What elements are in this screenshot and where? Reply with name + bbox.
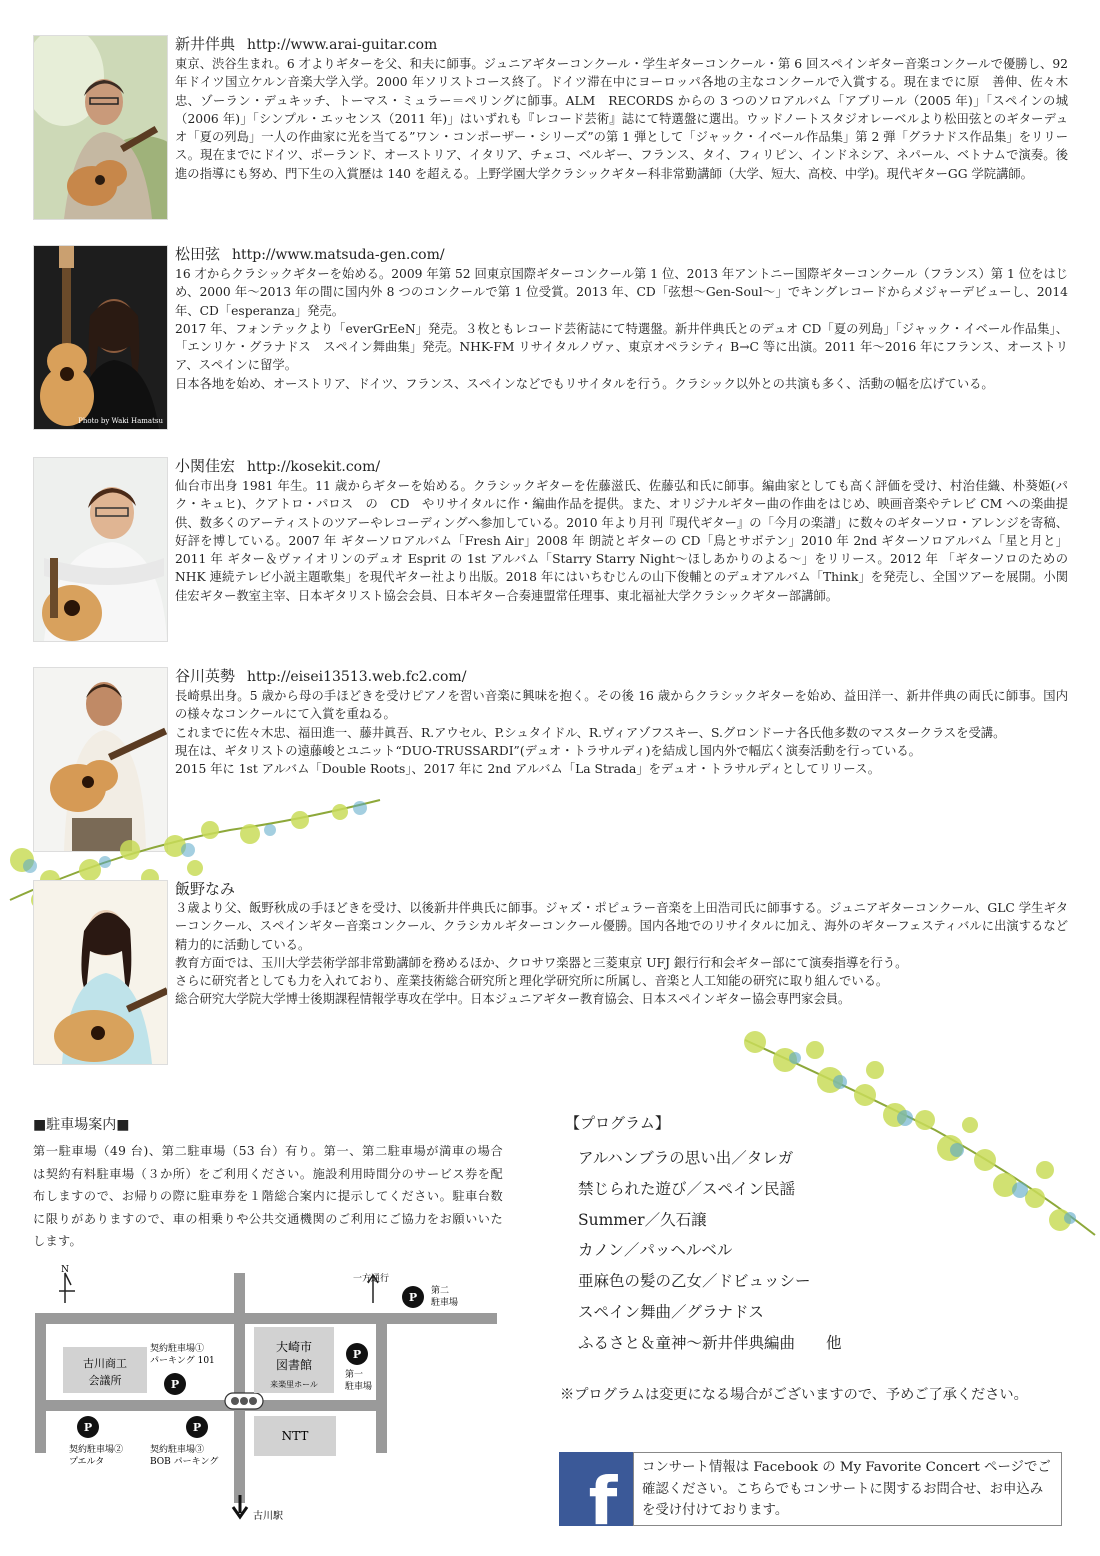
photo-koseki [33, 457, 168, 642]
svg-text:P: P [408, 1291, 418, 1304]
bio-text [175, 245, 1068, 393]
one-way-arrow-icon [368, 1275, 378, 1303]
svg-text:古川商工: 古川商工 [83, 1357, 127, 1370]
bio-text [175, 667, 1068, 778]
photo-credit: Photo by Waki Hamatsu [78, 417, 163, 425]
bio-paragraph: 現在は、ギタリストの遠藤峻とユニット“DUO-TRUSSARDI”(デュオ・トラサルディ)を結成し国内外で幅広く演奏活動を行っている。 [175, 743, 921, 758]
bio-paragraph: さらに研究者としても力を入れており、産業技術総合研究所と理化学研究所に所属し、音楽と人工知能の研究に取り組んでいる。 [175, 974, 889, 989]
bio-paragraph: 2017 年、フォンテックより「everGrEeN」発売。３枚ともレコード芸術誌にて特選盤。新井伴典氏とのデュオ CD「夏の列島」「ジャック・イベール作品集」、「エンリケ・グラナドス スペイン舞曲集」発売。NHK-FM リサイタルノヴァ、東京オペラシティ B→C 等に出演。2011 年〜2016 年にフランス、オーストリア、スペインに留学。 [175, 321, 1068, 373]
svg-text:f: f [588, 1463, 618, 1526]
contract3-label: 契約駐車場③ [150, 1445, 205, 1455]
bio-arai [0, 35, 1100, 220]
svg-text:NTT: NTT [281, 1429, 309, 1443]
bio-url[interactable]: http://www.arai-guitar.com [247, 37, 438, 53]
photo-iino [33, 880, 168, 1065]
program-item: 亜麻色の髪の乙女／ドビュッシー [578, 1272, 811, 1291]
road [35, 1313, 46, 1453]
program-item: カノン／パッヘルベル [578, 1241, 733, 1260]
svg-text:P: P [352, 1348, 362, 1361]
bio-paragraph: 日本各地を始め、オーストリア、ドイツ、フランス、スペインなどでもリサイタルを行う。クラシック以外との共演も多く、活動の幅を広げている。 [175, 376, 994, 391]
road [35, 1313, 497, 1324]
svg-text:大崎市: 大崎市 [275, 1340, 313, 1354]
bio-paragraph: 東京、渋谷生まれ。6 才よりギターを父、和夫に師事。ジュニアギターコンクール・学生ギターコンクール・第 6 回スペインギター音楽コンクールで優勝し、92 年ドイツ国立ケルン音楽大学入学。2000 年ソリストコース終了。ドイツ滞在中にヨーロッパ各地の主なコンクールで入賞する。現在までに原 善伸、佐々木 忠、ゾーラン・デュキッチ、トーマス・ミュラー＝ペリングに師事。ALM RECORDS からの 3 つのソロアルバム「アブリール（2005 年)」「スペインの城（2006 年)」「シンプル・エッセンス（2011 年)」はいずれも『レコード芸術』誌にて特選盤に選出。ウッドノートスタジオレーベルより松田弦とのギターデュオ「夏の列島」一人の作曲家に光を当てる”ワン・コンポーザー・シリーズ”の第 1 弾として「ジャック・イベール作品集」第 2 弾「グラナドス作品集」をリリース。現在までにドイツ、ポーランド、オーストリア、イタリア、チェコ、ベルギー、フランス、タイ、フィリピン、インドネシア、ネパール、ベトナムで演奏。後進の指導にも努め、門下生の入賞歴は 140 を超える。上野学園大学クラシックギター科非常勤講師（大学、短大、高校、中学)。現代ギターGG 学院講師。 [175, 57, 1068, 181]
north-label: N [61, 1265, 69, 1275]
parking-heading: ■駐車場案内■ [33, 1117, 130, 1133]
program-list [565, 1143, 1045, 1359]
program-item: スペイン舞曲／グラナドス [578, 1302, 764, 1321]
bio-paragraph: 教育方面では、玉川大学芸術学部非常勤講師を務めるほか、クロサワ楽器と三菱東京 UFJ 銀行行和会ギター部にて演奏指導を行う。 [175, 955, 908, 970]
bio-url[interactable]: http://eisei13513.web.fc2.com/ [247, 669, 467, 685]
contract1-label: 契約駐車場① [150, 1344, 205, 1354]
contract3-label: BOB パーキング [150, 1457, 219, 1467]
program-item: 禁じられた遊び／スペイン民謡 [578, 1179, 796, 1198]
station-label: 古川駅 [253, 1511, 283, 1522]
lot2-label: 第二 [431, 1286, 450, 1296]
lot1-label: 駐車場 [345, 1382, 373, 1392]
program-section [565, 1112, 1045, 1359]
bio-paragraph: 2015 年に 1st アルバム「Double Roots」、2017 年に 2nd アルバム「La Strada」をデュオ・トラサルディとしてリリース。 [175, 762, 881, 777]
bio-text [175, 35, 1068, 183]
program-heading: 【プログラム】 [565, 1114, 670, 1132]
bio-matsuda [0, 245, 1100, 430]
svg-text:会議所: 会議所 [88, 1374, 122, 1387]
parking-section [33, 1114, 503, 1253]
bio-paragraph: ３歳より父、飯野秋成の手ほどきを受け、以後新井伴典氏に師事。ジャズ・ポピュラー音楽を上田浩司氏に師事する。ジュニアギターコンクール、GLC 学生ギターコンクール、スペインギター音楽コンクール、クラシカルギターコンクール優勝。国内各地でのリサイタルに加え、海外のギターフェスティバルに出演するなど精力的に活動している。 [175, 901, 1068, 952]
svg-text:P: P [192, 1421, 202, 1434]
facebook-text: コンサート情報は Facebook の My Favorite Concert ページでご確認ください。こちらでもコンサートに関するお問合せ、お申込みを受け付けております。 [642, 1460, 1051, 1518]
facebook-icon[interactable] [559, 1452, 633, 1526]
bio-paragraph: これまでに佐々木忠、福田進一、藤井眞吾、R.アウセル、P.シュタイドル、R.ヴィアゾフスキー、S.グロンドーナ各氏他多数のマスタークラスを受講。 [175, 725, 1006, 740]
bio-name: 小関佳宏 [175, 457, 236, 475]
svg-text:図書館: 図書館 [275, 1358, 313, 1372]
bio-paragraph: 総合研究大学院大学博士後期課程情報学専攻在学中。日本ジュニアギター教育協会、日本スペインギター協会専門家会員。 [175, 992, 851, 1007]
svg-text:P: P [170, 1378, 180, 1391]
bio-name: 飯野なみ [175, 880, 236, 898]
program-note: ※プログラムは変更になる場合がございますので、予めご了承ください。 [560, 1387, 1028, 1403]
parking-text: 第一駐車場（49 台)、第二駐車場（53 台）有り。第一、第二駐車場が満車の場合は契約有料駐車場（３か所）をご利用ください。施設利用時間分のサービス券を配布しますので、お帰りの際に駐車券を１階総合案内に提示してください。駐車台数に限りがありますので、車の相乗りや公共交通機関のご利用にご協力をお願いいたします。 [33, 1144, 503, 1248]
contract1-label: パーキング 101 [150, 1356, 215, 1366]
svg-text:P: P [83, 1421, 93, 1434]
program-item: ふるさと＆童神〜新井伴典編曲 他 [578, 1333, 842, 1352]
road [234, 1273, 245, 1503]
bio-koseki [0, 457, 1100, 642]
bio-url[interactable]: http://kosekit.com/ [247, 459, 381, 475]
bio-name: 谷川英勢 [175, 667, 236, 685]
road [376, 1313, 387, 1453]
lot1-label: 第一 [345, 1370, 364, 1380]
bio-paragraph: 16 才からクラシックギターを始める。2009 年第 52 回東京国際ギターコンクール第 1 位、2013 年アントニー国際ギターコンクール（フランス）第 1 位をはじめ、2000 年〜2013 年の間に国内外 8 つのコンクールで第 1 位受賞。2013 年、CD「弦想〜Gen-Soul〜」でキングレコードからメジャーデビューし、2014 年、CD「esperanza」発売。 [175, 267, 1068, 318]
svg-text:来楽里ホール: 来楽里ホール [270, 1380, 318, 1389]
photo-arai [33, 35, 168, 220]
bio-text [175, 457, 1068, 605]
one-way-label: 一方通行 [353, 1274, 390, 1284]
contract2-label: プエルタ [69, 1457, 105, 1467]
bio-paragraph: 仙台市出身 1981 年生。11 歳からギターを始める。クラシックギターを佐藤滋氏、佐藤弘和氏に師事。編曲家としても高く評価を受け、村治佳織、朴葵姫(パク・キュヒ)、クアトロ・パロス の CD やリサイタルに作・編曲作品を提供。また、オリジナルギター曲の作曲をはじめ、映画音楽やテレビ CM への楽曲提供、数多くのアーティストのツアーやレコーディングへ参加している。2010 年より月刊『現代ギター』の「今月の楽譜」に数々のギターソロ・アレンジを寄稿、好評を博している。2007 年 ギターソロアルバム「Fresh Air」2008 年 朗読とギターの CD「鳥とサボテン」2010 年 2nd ギターソロアルバム「星と月と」2011 年 ギター＆ヴァイオリンのデュオ Esprit の 1st アルバム「Starry Starry Night〜ほしあかりのよる〜」をリリース。2012 年 「ギターソロのための NHK 連続テレビ小説主題歌集」を現代ギター社より出版。2018 年にはいちむじんの山下俊輔とのデュオアルバム「Think」を発売し、全国ツアーを展開。小関佳宏ギター教室主宰、日本ギタリスト協会会員、日本ギター合奏連盟常任理事、東北福祉大学クラシックギター部講師。 [175, 479, 1068, 603]
contract2-label: 契約駐車場② [69, 1445, 124, 1455]
facebook-text-box [633, 1452, 1062, 1526]
bio-text [175, 880, 1068, 1009]
lot2-label: 駐車場 [431, 1298, 459, 1308]
program-item: Summer／久石譲 [578, 1210, 707, 1229]
north-arrow-icon [65, 1273, 71, 1303]
facebook-info [559, 1452, 1062, 1526]
access-map [35, 1263, 505, 1525]
road [35, 1400, 387, 1411]
program-item: アルハンブラの思い出／タレガ [578, 1149, 794, 1167]
bio-url[interactable]: http://www.matsuda-gen.com/ [232, 247, 445, 263]
bio-name: 松田弦 [175, 245, 221, 263]
photo-matsuda [33, 245, 168, 430]
bio-name: 新井伴典 [175, 35, 236, 53]
bio-paragraph: 長崎県出身。5 歳から母の手ほどきを受けピアノを習い音楽に興味を抱く。その後 16 歳からクラシックギターを始め、益田洋一、新井伴典の両氏に師事。国内の様々なコンクールにて入賞を重ねる。 [175, 689, 1068, 722]
